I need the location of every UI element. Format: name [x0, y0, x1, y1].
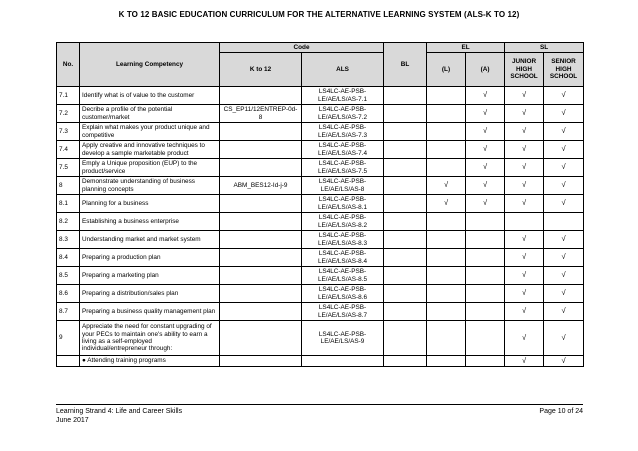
cell-junior-high: √ — [505, 141, 544, 159]
cell-el-a: √ — [466, 195, 505, 213]
cell-no: 8.4 — [57, 249, 80, 267]
cell-als-code: LS4LC-AE-PSB-LE/AE/LS/AS-8.3 — [302, 231, 384, 249]
table-row — [57, 105, 584, 123]
cell-competency: Establishing a business enterprise — [80, 213, 220, 231]
cell-senior-high: √ — [544, 321, 584, 356]
cell-el-l — [427, 87, 466, 105]
cell-k12-code — [220, 303, 302, 321]
cell-als-code: LS4LC-AE-PSB-LE/AE/LS/AS-9 — [302, 321, 384, 356]
cell-junior-high: √ — [505, 159, 544, 177]
cell-k12-code — [220, 159, 302, 177]
cell-el-a: √ — [466, 105, 505, 123]
cell-competency: Preparing a distribution/sales plan — [80, 285, 220, 303]
cell-senior-high: √ — [544, 87, 584, 105]
cell-el-a — [466, 213, 505, 231]
table-row — [57, 321, 584, 356]
cell-junior-high: √ — [505, 303, 544, 321]
cell-bl — [384, 267, 427, 285]
cell-competency: Understanding market and market system — [80, 231, 220, 249]
table-row — [57, 195, 584, 213]
cell-el-l — [427, 321, 466, 356]
competency-table — [56, 42, 584, 367]
cell-el-l — [427, 303, 466, 321]
header-el-l: (L) — [427, 53, 466, 87]
cell-senior-high: √ — [544, 195, 584, 213]
cell-senior-high: √ — [544, 356, 584, 367]
cell-bl — [384, 231, 427, 249]
cell-no: 8.6 — [57, 285, 80, 303]
cell-bl — [384, 285, 427, 303]
cell-no: 7.4 — [57, 141, 80, 159]
cell-no: 7.5 — [57, 159, 80, 177]
cell-competency: Appreciate the need for constant upgrading of your PECs to maintain one's ability to earn a living as a self-employed individual/entrepreneur through: — [80, 321, 220, 356]
cell-junior-high: √ — [505, 356, 544, 367]
cell-no: 7.1 — [57, 87, 80, 105]
header-code: Code — [220, 43, 384, 53]
cell-no: 8.7 — [57, 303, 80, 321]
cell-senior-high — [544, 213, 584, 231]
cell-k12-code — [220, 213, 302, 231]
cell-el-l — [427, 249, 466, 267]
cell-el-l: √ — [427, 177, 466, 195]
cell-competency: Preparing a production plan — [80, 249, 220, 267]
cell-el-l — [427, 123, 466, 141]
footer-date: June 2017 — [56, 417, 89, 424]
cell-no: 9 — [57, 321, 80, 356]
cell-no: 8.1 — [57, 195, 80, 213]
cell-als-code: LS4LC-AE-PSB-LE/AE/LS/AS-8.2 — [302, 213, 384, 231]
cell-el-l — [427, 105, 466, 123]
table-row — [57, 141, 584, 159]
cell-bl — [384, 249, 427, 267]
cell-als-code: LS4LC-AE-PSB-LE/AE/LS/AS-7.1 — [302, 87, 384, 105]
cell-k12-code — [220, 231, 302, 249]
cell-competency: Emply a Unique proposition (EUP) to the product/service — [80, 159, 220, 177]
cell-senior-high: √ — [544, 249, 584, 267]
cell-junior-high: √ — [505, 249, 544, 267]
cell-als-code: LS4LC-AE-PSB-LE/AE/LS/AS-7.4 — [302, 141, 384, 159]
cell-junior-high: √ — [505, 177, 544, 195]
cell-competency: ● Attending training programs — [80, 356, 220, 367]
table-row — [57, 267, 584, 285]
cell-no: 8.3 — [57, 231, 80, 249]
header-k12: K to 12 — [220, 53, 302, 87]
cell-k12-code — [220, 321, 302, 356]
cell-el-l — [427, 356, 466, 367]
cell-senior-high: √ — [544, 123, 584, 141]
cell-k12-code — [220, 356, 302, 367]
cell-als-code: LS4LC-AE-PSB-LE/AE/LS/AS-7.3 — [302, 123, 384, 141]
cell-bl — [384, 141, 427, 159]
cell-el-a: √ — [466, 87, 505, 105]
cell-junior-high: √ — [505, 267, 544, 285]
cell-no: 7.2 — [57, 105, 80, 123]
table-row — [57, 87, 584, 105]
cell-competency: Demonstrate understanding of business planning concepts — [80, 177, 220, 195]
cell-el-a — [466, 356, 505, 367]
cell-no: 7.3 — [57, 123, 80, 141]
cell-k12-code — [220, 123, 302, 141]
header-als: ALS — [302, 53, 384, 87]
cell-bl — [384, 105, 427, 123]
table-row — [57, 213, 584, 231]
cell-bl — [384, 123, 427, 141]
cell-competency: Apply creative and innovative techniques to develop a sample marketable product — [80, 141, 220, 159]
cell-senior-high: √ — [544, 285, 584, 303]
cell-competency: Explain what makes your product unique and competitive — [80, 123, 220, 141]
cell-el-l — [427, 285, 466, 303]
cell-competency: Preparing a business quality management plan — [80, 303, 220, 321]
cell-el-a: √ — [466, 159, 505, 177]
cell-el-l — [427, 213, 466, 231]
header-bl: BL — [384, 43, 427, 87]
cell-no — [57, 356, 80, 367]
cell-el-a — [466, 303, 505, 321]
cell-als-code: LS4LC-AE-PSB-LE/AE/LS/AS-8.1 — [302, 195, 384, 213]
cell-als-code: LS4LC-AE-PSB-LE/AE/LS/AS-7.2 — [302, 105, 384, 123]
cell-k12-code — [220, 87, 302, 105]
cell-bl — [384, 159, 427, 177]
cell-senior-high: √ — [544, 267, 584, 285]
header-el-a: (A) — [466, 53, 505, 87]
table-row — [57, 303, 584, 321]
cell-el-a: √ — [466, 123, 505, 141]
cell-el-a — [466, 231, 505, 249]
cell-el-l: √ — [427, 195, 466, 213]
cell-bl — [384, 356, 427, 367]
cell-junior-high: √ — [505, 87, 544, 105]
cell-no: 8.5 — [57, 267, 80, 285]
cell-k12-code — [220, 141, 302, 159]
cell-no: 8 — [57, 177, 80, 195]
cell-k12-code: CS_EP11/12ENTREP-0d-8 — [220, 105, 302, 123]
cell-junior-high: √ — [505, 123, 544, 141]
cell-junior-high: √ — [505, 105, 544, 123]
document-title: K TO 12 BASIC EDUCATION CURRICULUM FOR THE ALTERNATIVE LEARNING SYSTEM (ALS-K TO 12) — [118, 10, 520, 19]
cell-als-code: LS4LC-AE-PSB-LE/AE/LS/AS-8 — [302, 177, 384, 195]
cell-als-code: LS4LC-AE-PSB-LE/AE/LS/AS-8.7 — [302, 303, 384, 321]
header-el: EL — [427, 43, 505, 53]
cell-k12-code: ABM_BES12-Id-j-9 — [220, 177, 302, 195]
cell-bl — [384, 213, 427, 231]
cell-senior-high: √ — [544, 141, 584, 159]
cell-el-a: √ — [466, 177, 505, 195]
header-no: No. — [57, 43, 80, 87]
cell-junior-high: √ — [505, 285, 544, 303]
cell-competency: Decribe a profile of the potential customer/market — [80, 105, 220, 123]
cell-bl — [384, 177, 427, 195]
cell-el-a: √ — [466, 141, 505, 159]
cell-k12-code — [220, 249, 302, 267]
cell-el-l — [427, 159, 466, 177]
cell-el-l — [427, 267, 466, 285]
footer-page-number: Page 10 of 24 — [539, 408, 583, 415]
cell-k12-code — [220, 195, 302, 213]
table-row — [57, 159, 584, 177]
header-senior-high: SENIOR HIGH SCHOOL — [544, 53, 584, 87]
cell-el-l — [427, 141, 466, 159]
cell-el-a — [466, 321, 505, 356]
cell-bl — [384, 321, 427, 356]
table-row — [57, 231, 584, 249]
cell-senior-high: √ — [544, 105, 584, 123]
header-competency: Learning Competency — [80, 43, 220, 87]
cell-el-a — [466, 285, 505, 303]
cell-bl — [384, 195, 427, 213]
table-row — [57, 356, 584, 367]
cell-junior-high: √ — [505, 231, 544, 249]
table-body — [57, 87, 584, 367]
table-row — [57, 177, 584, 195]
cell-competency: Planning for a business — [80, 195, 220, 213]
cell-junior-high: √ — [505, 195, 544, 213]
cell-k12-code — [220, 267, 302, 285]
cell-als-code: LS4LC-AE-PSB-LE/AE/LS/AS-8.4 — [302, 249, 384, 267]
cell-el-a — [466, 249, 505, 267]
cell-als-code: LS4LC-AE-PSB-LE/AE/LS/AS-8.6 — [302, 285, 384, 303]
cell-junior-high: √ — [505, 321, 544, 356]
cell-senior-high: √ — [544, 177, 584, 195]
cell-competency: Identify what is of value to the customer — [80, 87, 220, 105]
header-junior-high: JUNIOR HIGH SCHOOL — [505, 53, 544, 87]
cell-el-l — [427, 231, 466, 249]
cell-no: 8.2 — [57, 213, 80, 231]
cell-competency: Preparing a marketing plan — [80, 267, 220, 285]
cell-bl — [384, 87, 427, 105]
cell-als-code: LS4LC-AE-PSB-LE/AE/LS/AS-7.5 — [302, 159, 384, 177]
cell-bl — [384, 303, 427, 321]
cell-junior-high — [505, 213, 544, 231]
cell-senior-high: √ — [544, 159, 584, 177]
table-row — [57, 285, 584, 303]
cell-senior-high: √ — [544, 303, 584, 321]
cell-senior-high: √ — [544, 231, 584, 249]
table-row — [57, 123, 584, 141]
cell-als-code — [302, 356, 384, 367]
footer-strand: Learning Strand 4: Life and Career Skills — [56, 408, 183, 415]
footer-divider — [56, 404, 583, 405]
cell-el-a — [466, 267, 505, 285]
header-sl: SL — [505, 43, 584, 53]
cell-als-code: LS4LC-AE-PSB-LE/AE/LS/AS-8.5 — [302, 267, 384, 285]
cell-k12-code — [220, 285, 302, 303]
table-row — [57, 249, 584, 267]
